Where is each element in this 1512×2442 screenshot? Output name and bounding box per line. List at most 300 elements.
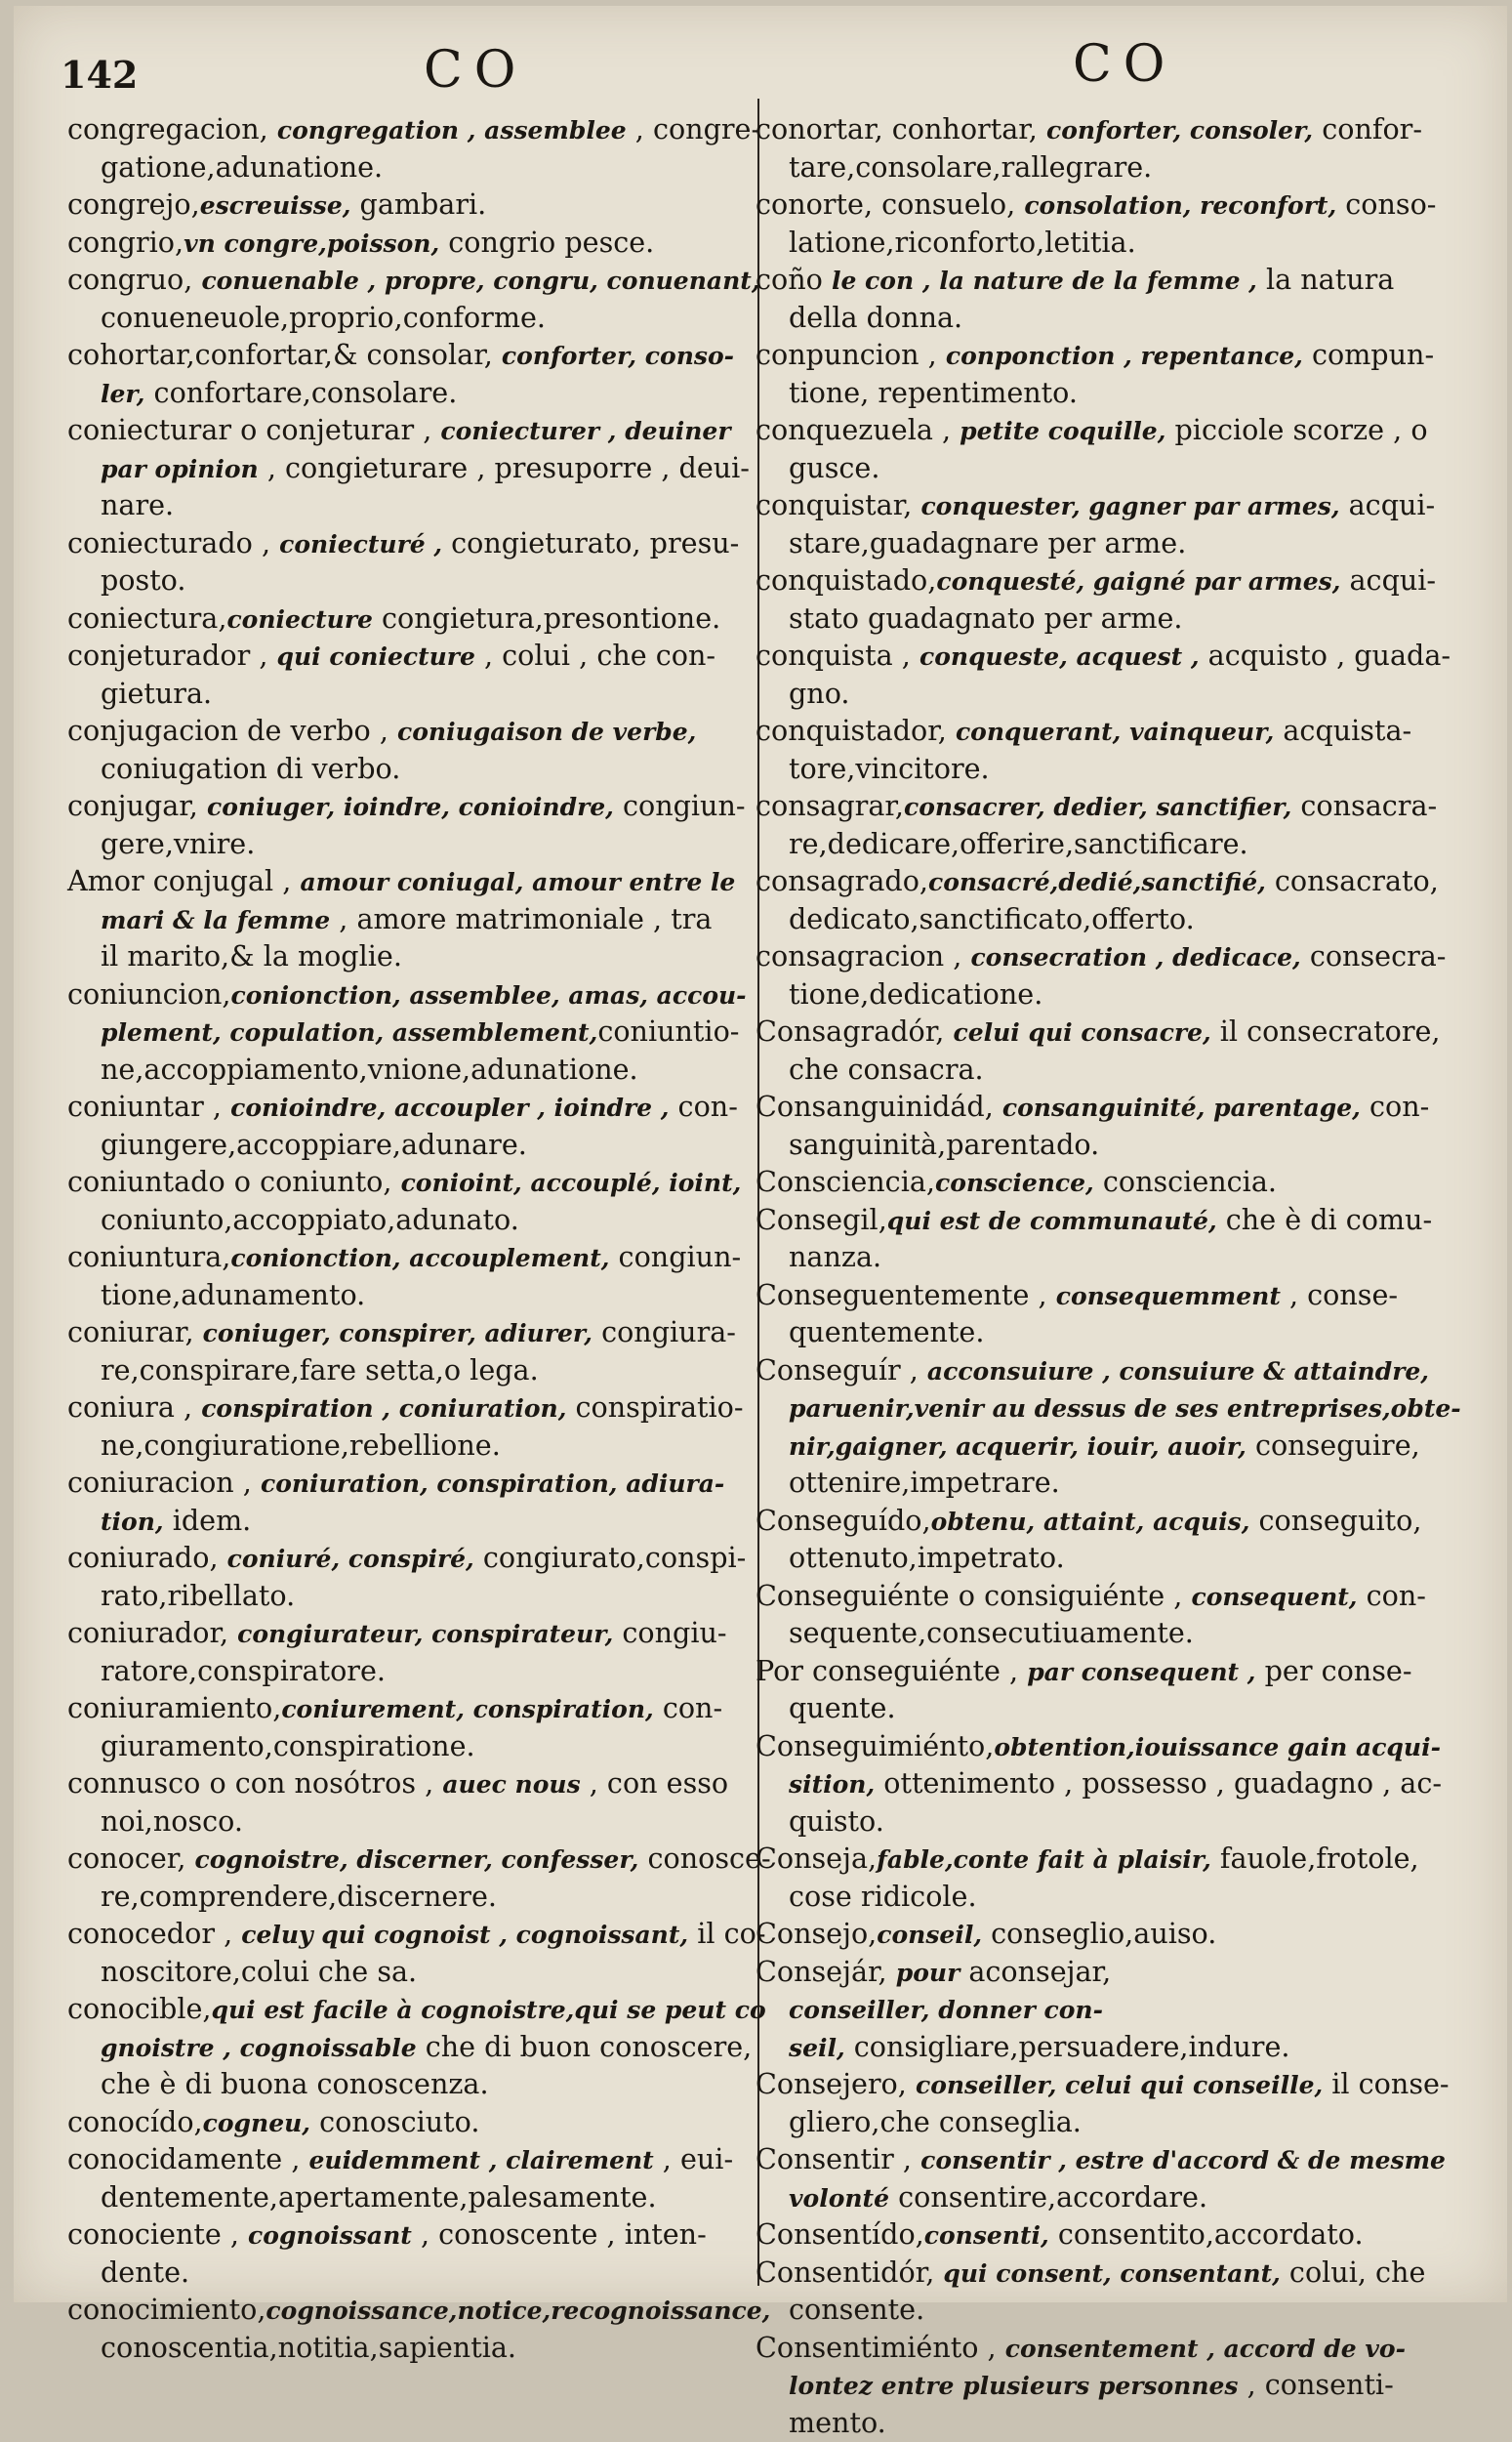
french-gloss: coniuger, ioindre, conioindre, [207, 793, 614, 821]
entry-line [756, 300, 1497, 338]
french-gloss: conuenable , propre, congru, conuenant, [201, 267, 759, 295]
italian-gloss: congiurato,conspi- [474, 1541, 747, 1574]
entry-line [67, 751, 751, 789]
italian-gloss: re,conspirare,fare setta,o lega. [101, 1353, 539, 1387]
entry-line [67, 1765, 751, 1803]
headword: conquistar, [756, 488, 920, 521]
entry-line [67, 1389, 751, 1428]
italian-gloss: conueneuole,proprio,conforme. [101, 301, 546, 334]
italian-gloss: confortare,consolare. [144, 376, 457, 409]
entry-line [67, 1653, 751, 1691]
french-gloss: consequemment [1056, 1282, 1281, 1310]
italian-gloss: , congieturare , presuporre , deui- [259, 451, 750, 484]
entry-line [67, 638, 751, 676]
french-gloss: conscience, [935, 1169, 1094, 1197]
italian-gloss: quisto. [789, 1804, 884, 1838]
entry-line [67, 2330, 751, 2368]
entry-line [67, 525, 751, 563]
french-gloss: consacré,dedié,sanctifié, [928, 868, 1266, 896]
italian-gloss: conoscentia,notitia,sapientia. [101, 2331, 516, 2364]
headword: Conseguír , [756, 1353, 927, 1387]
french-gloss: conseil, [877, 1921, 982, 1949]
italian-gloss: acqui- [1340, 488, 1436, 521]
french-gloss: volonté [789, 2184, 889, 2213]
headword: conocimiento, [67, 2293, 266, 2326]
italian-gloss: sequente,consecutiuamente. [789, 1616, 1194, 1649]
headword: Consciencia, [756, 1165, 935, 1198]
italian-gloss: per conse- [1256, 1654, 1412, 1687]
french-gloss: conquester, gagner par armes, [920, 492, 1339, 520]
italian-gloss: acquista- [1274, 714, 1411, 747]
french-gloss: celuy qui cognoist , cognoissant, [241, 1921, 688, 1949]
french-gloss: euidemment , clairement [309, 2146, 654, 2174]
french-gloss: conquerant, vainqueur, [956, 718, 1274, 746]
italian-gloss: rato,ribellato. [101, 1579, 295, 1612]
entry-line [756, 600, 1497, 639]
entry-line [67, 111, 751, 149]
entry-line [67, 2104, 751, 2142]
french-gloss: gnoistre , cognoissable [101, 2034, 417, 2062]
entry-line [67, 2141, 751, 2179]
headword: conorte, consuelo, [756, 187, 1024, 221]
italian-gloss: quentemente. [789, 1315, 984, 1348]
entry-line [756, 1991, 1497, 2029]
entry-line [67, 901, 751, 939]
entry-line [756, 562, 1497, 600]
entry-line [756, 863, 1497, 901]
french-gloss: amour coniugal, amour entre le [300, 868, 735, 896]
headword: conquistado, [756, 563, 936, 597]
french-gloss: vn congre,poisson, [184, 229, 439, 258]
italian-gloss: congrio pesce. [439, 226, 654, 259]
headword: Conseguimiénto, [756, 1729, 994, 1762]
italian-gloss: dentemente,apertamente,palesamente. [101, 2180, 657, 2214]
italian-gloss: ottenuto,impetrato. [789, 1541, 1065, 1574]
italian-gloss: giuramento,conspiratione. [101, 1729, 475, 1762]
entry-line [756, 1314, 1497, 1352]
italian-gloss: con- [654, 1691, 722, 1724]
italian-gloss: coniunto,accoppiato,adunato. [101, 1203, 519, 1236]
french-gloss: coniuger, conspirer, adiurer, [203, 1319, 593, 1347]
entry-line [756, 2029, 1497, 2067]
french-gloss: qui consent, consentant, [943, 2259, 1280, 2288]
french-gloss: conseiller, celui qui conseille, [916, 2071, 1323, 2099]
headword: conjugacion de verbo , [67, 714, 397, 747]
italian-gloss: tione,dedicatione. [789, 977, 1042, 1011]
headword: coniuntado o coniunto, [67, 1165, 401, 1198]
french-gloss: cognoistre, discerner, confesser, [195, 1845, 639, 1874]
french-gloss: paruenir,venir au dessus de ses entreprises,obte- [789, 1394, 1461, 1423]
entry-line [67, 186, 751, 225]
italian-gloss: dente. [101, 2256, 189, 2289]
french-gloss: petite coquille, [960, 417, 1165, 445]
italian-gloss: , conse- [1281, 1278, 1398, 1311]
italian-gloss: conosce- [638, 1842, 770, 1875]
entry-line [67, 1615, 751, 1653]
entry-line [67, 938, 751, 976]
italian-gloss: conseglio,auiso. [982, 1917, 1216, 1950]
page-number: 142 [61, 53, 138, 97]
french-gloss: par consequent , [1027, 1658, 1255, 1686]
entry-line [67, 788, 751, 826]
entry-line [67, 1879, 751, 1917]
entry-line [756, 450, 1497, 488]
entry-line [67, 1014, 751, 1052]
entry-line [67, 1803, 751, 1842]
french-gloss: conforter, conso- [502, 342, 734, 370]
french-gloss: conquesté, gaigné par armes, [936, 567, 1340, 596]
french-gloss: cognoissance,notice,recognoissance, [266, 2297, 770, 2325]
entry-line [756, 1578, 1497, 1616]
headword: coniurado, [67, 1541, 227, 1574]
french-gloss: congregation , assemblee [277, 116, 627, 145]
french-gloss: obtenu, attaint, acquis, [931, 1508, 1250, 1536]
entry-line [756, 375, 1497, 413]
italian-gloss: stato guadagnato per arme. [789, 601, 1183, 635]
italian-gloss: il co- [688, 1917, 765, 1950]
headword: congrejo, [67, 187, 200, 221]
headword: coniuntura, [67, 1240, 230, 1273]
french-gloss: qui coniecture [277, 642, 475, 671]
italian-gloss: congietura,presontione. [373, 601, 720, 635]
headword: conjeturador , [67, 639, 277, 672]
italian-gloss: gno. [789, 677, 850, 710]
french-gloss: seil, [789, 2034, 845, 2062]
headword: Conseja, [756, 1842, 877, 1875]
headword: Conseguentemente , [756, 1278, 1056, 1311]
entry-line [756, 412, 1497, 450]
entry-line [67, 600, 751, 639]
entry-line [756, 1503, 1497, 1541]
entry-line [67, 2292, 751, 2330]
entry-line [67, 863, 751, 901]
entry-line [756, 751, 1497, 789]
italian-gloss: che consacra. [789, 1053, 984, 1086]
italian-gloss: compun- [1303, 338, 1434, 371]
italian-gloss: mento. [789, 2406, 886, 2439]
entry-line [67, 1239, 751, 1277]
french-gloss: consacrer, dedier, sanctifier, [904, 793, 1291, 821]
headword: coniurador, [67, 1616, 237, 1649]
entry-line [756, 1052, 1497, 1090]
headword: conocidamente , [67, 2142, 309, 2175]
italian-gloss: aconsejar, [960, 1955, 1111, 1988]
headword: Consegil, [756, 1203, 887, 1236]
headword: coniuramiento, [67, 1691, 281, 1724]
headword: coño [756, 263, 832, 296]
entry-line [67, 262, 751, 300]
entry-line [756, 2141, 1497, 2179]
headword: coniecturado , [67, 526, 279, 559]
entry-line [756, 1389, 1497, 1428]
italian-gloss: tore,vincitore. [789, 752, 990, 785]
italian-gloss: quente. [789, 1691, 896, 1724]
italian-gloss: stare,guadagnare per arme. [789, 526, 1186, 559]
entry-line [756, 2255, 1497, 2293]
italian-gloss: consentire,accordare. [889, 2180, 1207, 2214]
italian-gloss: fauole,frotole, [1211, 1842, 1419, 1875]
french-gloss: coniugaison de verbe, [397, 718, 696, 746]
entry-line [756, 487, 1497, 525]
italian-gloss: gietura. [101, 677, 212, 710]
french-gloss: coniuré, conspiré, [227, 1545, 474, 1573]
french-gloss: par opinion [101, 455, 259, 483]
entry-line [67, 337, 751, 375]
italian-gloss: il conse- [1323, 2067, 1449, 2100]
italian-gloss: il marito,& la moglie. [101, 939, 402, 973]
italian-gloss: ne,congiuratione,rebellione. [101, 1428, 501, 1462]
italian-gloss: re,dedicare,offerire,sanctificare. [789, 827, 1248, 860]
entry-line [756, 1277, 1497, 1315]
italian-gloss: sanguinità,parentado. [789, 1128, 1099, 1161]
entry-line [67, 225, 751, 263]
french-gloss: coniuration, conspiration, adiura- [261, 1469, 724, 1498]
entry-line [756, 676, 1497, 714]
french-gloss: plement, copulation, assemblement, [101, 1018, 597, 1047]
headword: coniura , [67, 1390, 201, 1424]
italian-gloss: conspiratio- [566, 1390, 743, 1424]
french-gloss: mari & la femme [101, 906, 330, 934]
italian-gloss: , amore matrimoniale , tra [330, 902, 712, 935]
italian-gloss: congiun- [614, 789, 746, 822]
italian-gloss: il consecratore, [1211, 1014, 1441, 1048]
italian-gloss: , con esso [581, 1766, 729, 1800]
french-gloss: ler, [101, 380, 144, 408]
entry-line [67, 976, 751, 1014]
italian-gloss: conseguito, [1249, 1504, 1421, 1537]
french-gloss: conioint, accouplé, ioint, [401, 1169, 742, 1197]
french-gloss: coniurement, conspiration, [281, 1695, 653, 1723]
italian-gloss: con- [1358, 1579, 1426, 1612]
entry-line [756, 1841, 1497, 1879]
headword: conjugar, [67, 789, 207, 822]
italian-gloss: consente. [789, 2293, 924, 2326]
entry-line [67, 300, 751, 338]
entry-line [67, 713, 751, 751]
french-gloss: conspiration , coniuration, [201, 1394, 566, 1423]
entry-line [67, 562, 751, 600]
headword: consagrado, [756, 864, 928, 897]
right-column [756, 111, 1497, 2442]
entry-line [756, 1653, 1497, 1691]
italian-gloss: che è di comu- [1217, 1203, 1433, 1236]
french-gloss: conforter, consoler, [1046, 116, 1313, 145]
entry-line [756, 1803, 1497, 1842]
french-gloss: consenti, [924, 2221, 1049, 2250]
italian-gloss: noi,nosco. [101, 1804, 243, 1838]
italian-gloss: acqui- [1340, 563, 1436, 597]
italian-gloss: , congre- [627, 112, 760, 145]
italian-gloss: cose ridicole. [789, 1880, 977, 1913]
entry-line [67, 2066, 751, 2104]
entry-line [756, 1089, 1497, 1127]
entry-line [756, 1615, 1497, 1653]
italian-gloss: congieturato, presu- [442, 526, 739, 559]
entry-line [756, 713, 1497, 751]
entry-line [67, 826, 751, 864]
headword: conquista , [756, 639, 919, 672]
entry-line [756, 1765, 1497, 1803]
french-gloss: conionction, accouplement, [230, 1244, 609, 1272]
italian-gloss: consecra- [1301, 939, 1447, 973]
entry-line [67, 1089, 751, 1127]
italian-gloss: consentito,accordato. [1049, 2217, 1364, 2251]
french-gloss: celui qui consacre, [953, 1018, 1210, 1047]
french-gloss: pour [896, 1959, 960, 1987]
headword: congregacion, [67, 112, 277, 145]
headword: Consejár, [756, 1955, 896, 1988]
headword: coniecturar o conjeturar , [67, 413, 440, 446]
headword: conocible, [67, 1992, 211, 2025]
italian-gloss: acquisto , guada- [1200, 639, 1451, 672]
entry-line [67, 1127, 751, 1165]
entry-line [756, 1465, 1497, 1503]
italian-gloss: latione,riconforto,letitia. [789, 226, 1136, 259]
italian-gloss: che di buon conoscere, [417, 2030, 753, 2063]
french-gloss: coniecture [226, 605, 373, 634]
entry-line [756, 901, 1497, 939]
entry-line [756, 2066, 1497, 2104]
italian-gloss: noscitore,colui che sa. [101, 1955, 417, 1988]
entry-line [67, 1991, 751, 2029]
entry-line [756, 1428, 1497, 1466]
entry-line [67, 1465, 751, 1503]
headword: Conseguído, [756, 1504, 931, 1537]
entry-line [67, 1540, 751, 1578]
entry-line [756, 1540, 1497, 1578]
entry-line [67, 1841, 751, 1879]
entry-line [67, 2255, 751, 2293]
headword: congruo, [67, 263, 201, 296]
french-gloss: conqueste, acquest , [919, 642, 1200, 671]
entry-line [67, 1352, 751, 1390]
french-gloss: consecration , dedicace, [970, 943, 1300, 972]
italian-gloss: la natura [1257, 263, 1394, 296]
headword: conpuncion , [756, 338, 946, 371]
entry-line [67, 375, 751, 413]
entry-line [67, 2216, 751, 2255]
french-gloss: consentir , estre d'accord & de mesme [920, 2146, 1446, 2174]
entry-line [756, 638, 1497, 676]
italian-gloss: ottenire,impetrare. [789, 1466, 1060, 1499]
headword: conocído, [67, 2105, 203, 2138]
italian-gloss: congiu- [613, 1616, 726, 1649]
headword: coniuracion , [67, 1466, 261, 1499]
french-gloss: obtention,iouissance gain acqui- [994, 1733, 1441, 1761]
entry-line [756, 2405, 1497, 2442]
italian-gloss: tione, repentimento. [789, 376, 1078, 409]
headword: cohortar,confortar,& consolar, [67, 338, 502, 371]
italian-gloss: , eui- [654, 2142, 733, 2175]
french-gloss: conioindre, accoupler , ioindre , [230, 1094, 669, 1122]
italian-gloss: ottenimento , possesso , guadagno , ac- [875, 1766, 1442, 1800]
italian-gloss: , consenti- [1239, 2368, 1394, 2401]
entry-line [756, 1164, 1497, 1202]
french-gloss: consequent, [1191, 1583, 1357, 1611]
entry-line [756, 225, 1497, 263]
entry-line [756, 2330, 1497, 2368]
french-gloss: lontez entre plusieurs personnes [789, 2372, 1239, 2400]
entry-line [67, 1202, 751, 1240]
french-gloss: consentement , accord de vo- [1005, 2335, 1406, 2363]
entry-line [756, 1916, 1497, 1954]
entry-line [756, 976, 1497, 1014]
entry-line [67, 412, 751, 450]
french-gloss: sition, [789, 1770, 875, 1799]
italian-gloss: nanza. [789, 1240, 881, 1273]
italian-gloss: tare,consolare,rallegrare. [789, 150, 1152, 184]
italian-gloss: picciole scorze , o [1165, 413, 1427, 446]
italian-gloss: consacra- [1291, 789, 1437, 822]
entry-line [756, 1202, 1497, 1240]
french-gloss: tion, [101, 1508, 164, 1536]
entry-line [756, 826, 1497, 864]
italian-gloss: ratore,conspiratore. [101, 1654, 386, 1687]
running-head-right: CO [1073, 35, 1176, 94]
entry-line [756, 1690, 1497, 1728]
entry-line [756, 938, 1497, 976]
french-gloss: consolation, reconfort, [1024, 191, 1336, 220]
italian-gloss: colui, che [1281, 2256, 1426, 2289]
french-gloss: conionction, assemblee, amas, accou- [231, 981, 747, 1010]
italian-gloss: , conoscente , inten- [412, 2217, 707, 2251]
headword: conortar, conhortar, [756, 112, 1046, 145]
entry-line [67, 1164, 751, 1202]
entry-line [67, 1954, 751, 1992]
french-gloss: coniecturé , [279, 530, 442, 559]
italian-gloss: idem. [164, 1504, 252, 1537]
entry-line [67, 676, 751, 714]
headword: Consanguinidád, [756, 1090, 1002, 1123]
italian-gloss: consigliare,persuadere,indure. [845, 2030, 1290, 2063]
italian-gloss: dedicato,sanctificato,offerto. [789, 902, 1195, 935]
headword: conociente , [67, 2217, 248, 2251]
french-gloss: le con , la nature de la femme , [832, 267, 1257, 295]
entry-line [756, 1954, 1497, 1992]
entry-line [756, 1728, 1497, 1766]
italian-gloss: consciencia. [1094, 1165, 1277, 1198]
entry-line [67, 1052, 751, 1090]
italian-gloss: conosciuto. [310, 2105, 480, 2138]
entry-line [756, 337, 1497, 375]
french-gloss: conseiller, donner con- [789, 1996, 1103, 2024]
italian-gloss: conso- [1336, 187, 1436, 221]
dictionary-page [14, 6, 1507, 2302]
entry-line [756, 2367, 1497, 2405]
headword: congrio, [67, 226, 184, 259]
headword: coniurar, [67, 1315, 203, 1348]
entry-line [756, 1127, 1497, 1165]
french-gloss: coniecturer , deuiner [440, 417, 730, 445]
italian-gloss: gere,vnire. [101, 827, 255, 860]
headword: Consentidór, [756, 2256, 943, 2289]
french-gloss: qui est facile à cognoistre,qui se peut co [211, 1996, 765, 2024]
entry-line [756, 186, 1497, 225]
italian-gloss: giungere,accoppiare,adunare. [101, 1128, 527, 1161]
french-gloss: escreuisse, [200, 191, 351, 220]
italian-gloss: gambari. [350, 187, 486, 221]
italian-gloss: con- [1361, 1090, 1429, 1123]
french-gloss: auec nous [442, 1770, 580, 1799]
entry-line [67, 1428, 751, 1466]
headword: Por conseguiénte , [756, 1654, 1027, 1687]
headword: conquistador, [756, 714, 956, 747]
headword: Consentído, [756, 2217, 924, 2251]
italian-gloss: confor- [1313, 112, 1422, 145]
french-gloss: conponction , repentance, [946, 342, 1303, 370]
italian-gloss: gliero,che conseglia. [789, 2105, 1082, 2138]
entry-line [756, 1879, 1497, 1917]
